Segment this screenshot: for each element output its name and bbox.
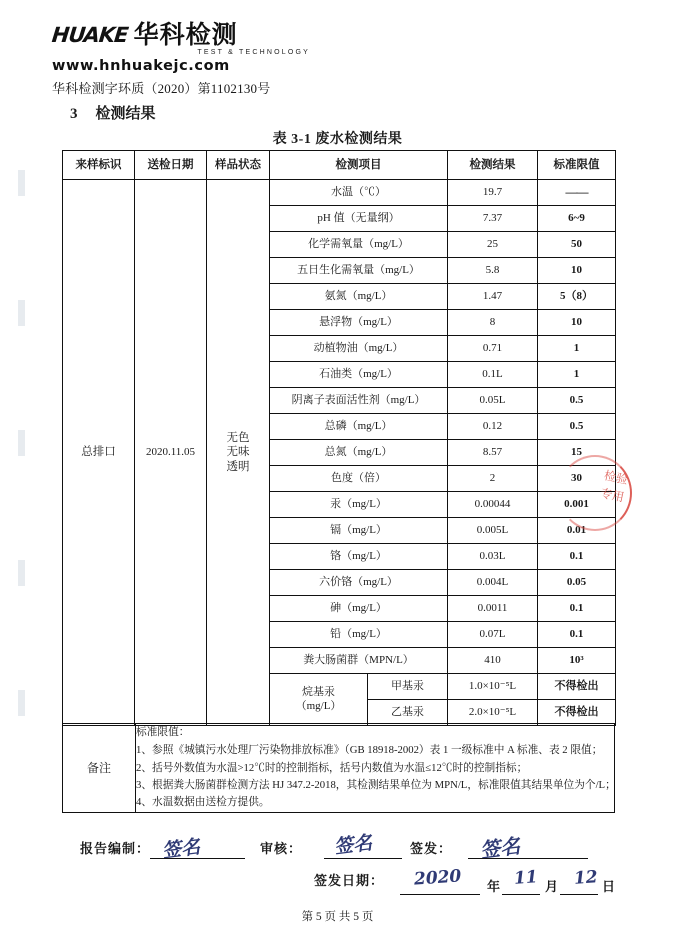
cell-result: 1.47 [448,284,538,310]
cell-limit: 不得检出 [538,700,616,726]
header-limit: 标准限值 [538,151,616,180]
issue-year-value: 2020 [413,866,462,890]
cell-item: 镉（mg/L） [270,518,448,544]
cell-item: 铬（mg/L） [270,544,448,570]
document-code: 华科检测字环质（2020）第1102130号 [52,81,271,96]
edge-mark [18,430,25,456]
cell-limit: 5（8） [538,284,616,310]
logo-chinese-name: 华科检测 [133,20,238,49]
cell-item: 粪大肠菌群（MPN/L） [270,648,448,674]
cell-limit: 30 [538,466,616,492]
issue-year-underline [400,894,480,895]
cell-limit: 0.1 [538,622,616,648]
header-item: 检测项目 [270,151,448,180]
sample-state-line: 无味 [226,446,250,459]
cell-item: 总磷（mg/L） [270,414,448,440]
cell-result: 410 [448,648,538,674]
cell-item: 铅（mg/L） [270,622,448,648]
header-result: 检测结果 [448,151,538,180]
sample-state-line: 无色 [226,431,250,444]
cell-result: 0.00044 [448,492,538,518]
issue-month-value: 11 [513,867,539,889]
cell-item: 阴离子表面活性剂（mg/L） [270,388,448,414]
logo-wordmark: HUAKE [50,23,129,47]
cell-result: 0.004L [448,570,538,596]
cell-item: 五日生化需氧量（mg/L） [270,258,448,284]
cell-item: 动植物油（mg/L） [270,336,448,362]
cell-limit: —— [538,180,616,206]
cell-limit: 0.001 [538,492,616,518]
logo-tagline: TEST & TECHNOLOGY [197,49,310,56]
cell-result: 0.12 [448,414,538,440]
cell-limit: 0.01 [538,518,616,544]
cell-result: 0.0011 [448,596,538,622]
cell-result: 8.57 [448,440,538,466]
header-submit-date: 送检日期 [135,151,207,180]
cell-item: 总氮（mg/L） [270,440,448,466]
cell-result: 19.7 [448,180,538,206]
remarks-label: 备注 [63,724,136,813]
cell-item: pH 值（无量纲） [270,206,448,232]
reviewed-by-signature: 签名 [332,831,374,859]
day-label: 日 [602,879,616,894]
header-sample-id: 来样标识 [63,151,135,180]
cell-result: 5.8 [448,258,538,284]
remarks-line: 1、参照《城镇污水处理厂污染物排放标准》（GB 18918-2002）表 1 一级标准中 A 标准、表 2 限值； [136,744,603,757]
issued-by-label: 签发： [410,841,453,856]
edge-mark [18,690,25,716]
cell-item: 色度（倍） [270,466,448,492]
cell-result: 8 [448,310,538,336]
prepared-by-underline [150,858,245,859]
results-table [62,150,616,726]
logo-row [52,22,312,47]
page-footer: 第 5 页 共 5 页 [301,911,374,923]
cell-item: 氨氮（mg/L） [270,284,448,310]
edge-mark [18,560,25,586]
cell-sample-id: 总排口 [63,180,135,726]
cell-sample-state [207,180,270,726]
group-label-line: 烷基汞 [302,685,335,698]
cell-result: 0.71 [448,336,538,362]
table-caption: 表 3-1 废水检测结果 [272,132,403,147]
remarks-table [62,723,615,813]
cell-limit: 0.05 [538,570,616,596]
issued-by-signature: 签名 [478,833,522,863]
results-table-body [63,180,616,726]
cell-result: 0.005L [448,518,538,544]
cell-result: 0.1L [448,362,538,388]
logo-website: www.hnhuakejc.com [52,58,230,74]
cell-limit: 10 [538,258,616,284]
issue-day-value: 12 [573,867,599,889]
section-title-text: 检测结果 [95,106,156,122]
cell-limit: 0.1 [538,544,616,570]
cell-result: 0.07L [448,622,538,648]
issued-by-underline [468,858,588,859]
edge-mark [18,300,25,326]
cell-limit: 6~9 [538,206,616,232]
header-sample-state: 样品状态 [207,151,270,180]
cell-item: 汞（mg/L） [270,492,448,518]
cell-result: 7.37 [448,206,538,232]
remarks-title: 标准限值： [136,726,190,738]
cell-limit: 0.5 [538,388,616,414]
cell-item: 悬浮物（mg/L） [270,310,448,336]
cell-result: 2 [448,466,538,492]
cell-limit: 1 [538,336,616,362]
prepared-by-signature: 签名 [160,835,202,863]
sample-state-line: 透明 [226,460,250,473]
cell-result: 1.0×10⁻⁵L [448,674,538,700]
company-logo [52,22,312,74]
section-heading [70,102,156,123]
seal-text: 检验专用 [599,468,630,505]
remarks-body [136,724,615,813]
cell-item-group-label [270,674,368,726]
prepared-by-label: 报告编制： [80,841,151,856]
remarks-line: 4、水温数据由送检方提供。 [136,796,270,809]
group-label-line: （mg/L） [295,699,342,712]
issue-day-underline [560,894,598,895]
month-label: 月 [545,879,559,894]
cell-item: 砷（mg/L） [270,596,448,622]
edge-mark [18,170,25,196]
cell-limit: 0.1 [538,596,616,622]
section-number: 3 [70,106,78,122]
issue-date-label: 签发日期： [314,873,385,888]
year-label: 年 [487,879,501,894]
cell-limit: 0.5 [538,414,616,440]
issue-month-underline [502,894,540,895]
cell-limit: 10³ [538,648,616,674]
reviewed-by-label: 审核： [260,841,303,856]
cell-result: 0.05L [448,388,538,414]
cell-item: 甲基汞 [368,674,448,700]
cell-limit: 10 [538,310,616,336]
cell-result: 25 [448,232,538,258]
remarks-line: 3、根据粪大肠菌群检测方法 HJ 347.2-2018，其检测结果单位为 MPN/L，标准限值其结果单位为个/L； [136,778,616,791]
signature-block [62,832,622,902]
cell-item: 化学需氧量（mg/L） [270,232,448,258]
remarks-line: 2、括号外数值为水温>12℃时的控制指标，括号内数值为水温≤12℃时的控制指标； [136,761,528,774]
remarks-row [63,724,615,813]
cell-item: 石油类（mg/L） [270,362,448,388]
cell-result: 0.03L [448,544,538,570]
cell-item: 乙基汞 [368,700,448,726]
cell-item: 水温（℃） [270,180,448,206]
cell-limit: 50 [538,232,616,258]
cell-limit: 15 [538,440,616,466]
cell-limit: 不得检出 [538,674,616,700]
table-header-row [63,151,616,180]
reviewed-by-underline [324,858,402,859]
table-row [63,180,616,206]
cell-item: 六价铬（mg/L） [270,570,448,596]
cell-submit-date: 2020.11.05 [135,180,207,726]
cell-limit: 1 [538,362,616,388]
cell-result: 2.0×10⁻⁵L [448,700,538,726]
